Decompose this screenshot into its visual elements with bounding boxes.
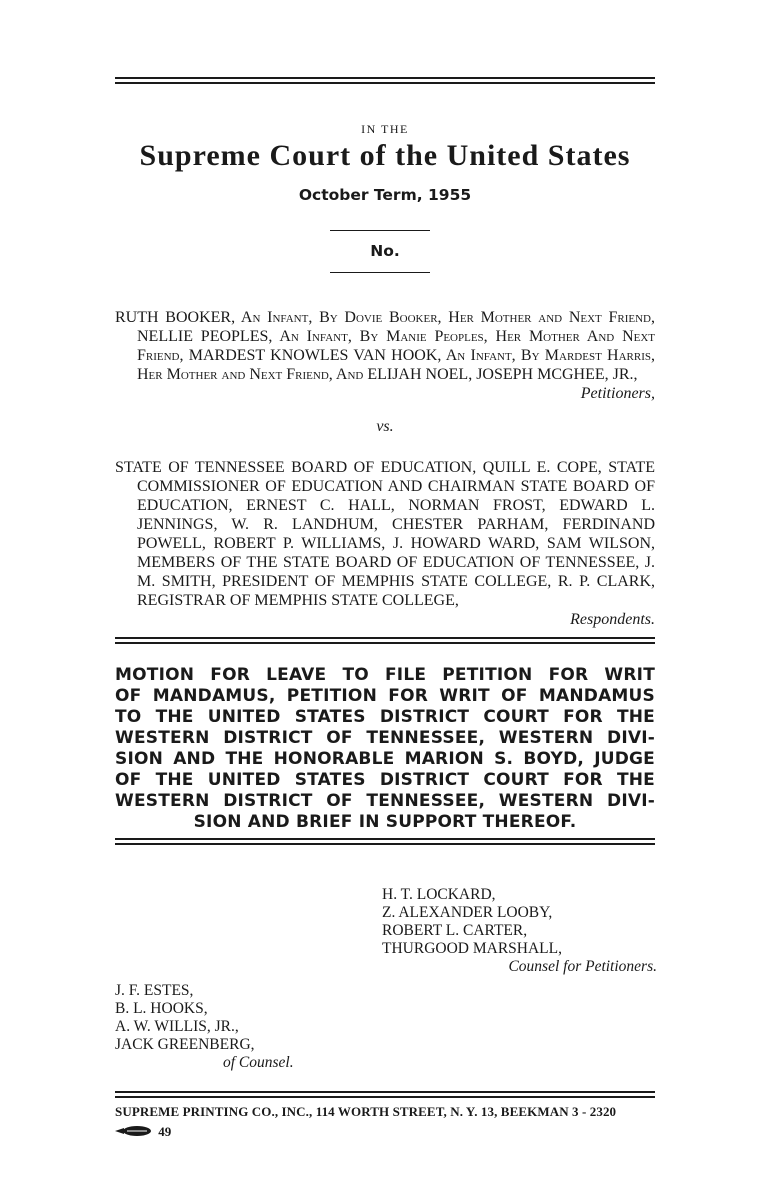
of-counsel-name: A. W. WILLIS, JR., — [115, 1018, 239, 1035]
counsel-name: ROBERT L. CARTER, — [382, 922, 528, 939]
motion-line: MOTION FOR LEAVE TO FILE PETITION FOR WRIT — [115, 665, 655, 685]
of-counsel-label: of Counsel. — [223, 1054, 294, 1071]
motion-line: SION AND THE HONORABLE MARION S. BOYD, JUDGE — [115, 749, 655, 769]
motion-line: WESTERN DISTRICT OF TENNESSEE, WESTERN DIVI- — [115, 728, 655, 748]
footer-double-rule — [115, 1091, 655, 1098]
motion-line: OF THE UNITED STATES DISTRICT COURT FOR THE — [115, 770, 655, 790]
of-counsel-name: B. L. HOOKS, — [115, 1000, 208, 1017]
of-counsel-name: JACK GREENBERG, — [115, 1036, 255, 1053]
motion-bottom-double-rule — [115, 838, 655, 845]
of-counsel-block — [115, 982, 335, 1072]
counsel-name: THURGOOD MARSHALL, — [382, 940, 562, 957]
petitioners-text: RUTH BOOKER, An Infant, By Dovie Booker, Her Mother and Next Friend, NELLIE PEOPLES, An Infant, By Manie Peoples, Her Mother And Next Friend, MARDEST KNOWLES VAN HOOK, An Infant, By Mardest Harris, Her Mother and Next Friend, And ELIJAH NOEL, JOSEPH MCGHEE, JR., — [115, 309, 655, 383]
of-counsel-name: J. F. ESTES, — [115, 982, 194, 999]
in-the-label: IN THE — [361, 122, 409, 136]
number-top-rule — [330, 230, 430, 231]
petitioners-label: Petitioners, — [580, 385, 655, 402]
union-bug-icon — [115, 1125, 155, 1141]
docket-number: No. — [370, 242, 400, 260]
respondents-block — [115, 458, 655, 629]
motion-line: OF MANDAMUS, PETITION FOR WRIT OF MANDAMUS — [115, 686, 655, 706]
union-label-row — [115, 1124, 655, 1141]
top-double-rule — [115, 77, 655, 84]
petitioners-block — [115, 308, 655, 403]
motion-line: TO THE UNITED STATES DISTRICT COURT FOR THE — [115, 707, 655, 727]
motion-line: WESTERN DISTRICT OF TENNESSEE, WESTERN DIVI- — [115, 791, 655, 811]
motion-line: SION AND BRIEF IN SUPPORT THEREOF. — [193, 812, 577, 832]
printer-line: SUPREME PRINTING CO., INC., 114 WORTH STREET, N. Y. 13, BEEKMAN 3 - 2320 — [115, 1104, 617, 1119]
court-name: Supreme Court of the United States — [139, 139, 631, 172]
number-bottom-rule — [330, 272, 430, 273]
counsel-for-petitioners — [382, 886, 657, 976]
counsel-name: Z. ALEXANDER LOOBY, — [382, 904, 553, 921]
counsel-label: Counsel for Petitioners. — [508, 958, 657, 975]
respondents-text: STATE OF TENNESSEE BOARD OF EDUCATION, QUILL E. COPE, STATE COMMISSIONER OF EDUCATION AND CHAIRMAN STATE BOARD OF EDUCATION, ERNEST C. HALL, NORMAN FROST, EDWARD L. JENNINGS, W. R. LANDHUM, CHESTER PARHAM, FERDINAND POWELL, ROBERT P. WILLIAMS, J. HOWARD WARD, SAM WILSON, MEMBERS OF THE STATE BOARD OF EDUCATION OF TENNESSEE, J. M. SMITH, PRESIDENT OF MEMPHIS STATE COLLEGE, R. P. CLARK, REGISTRAR OF MEMPHIS STATE COLLEGE, — [115, 459, 655, 609]
respondents-label: Respondents. — [570, 611, 655, 628]
motion-top-double-rule — [115, 637, 655, 644]
term-line: October Term, 1955 — [298, 186, 472, 204]
motion-title — [115, 665, 655, 833]
union-number: 49 — [158, 1124, 172, 1139]
counsel-name: H. T. LOCKARD, — [382, 886, 496, 903]
versus-label: vs. — [376, 418, 394, 435]
